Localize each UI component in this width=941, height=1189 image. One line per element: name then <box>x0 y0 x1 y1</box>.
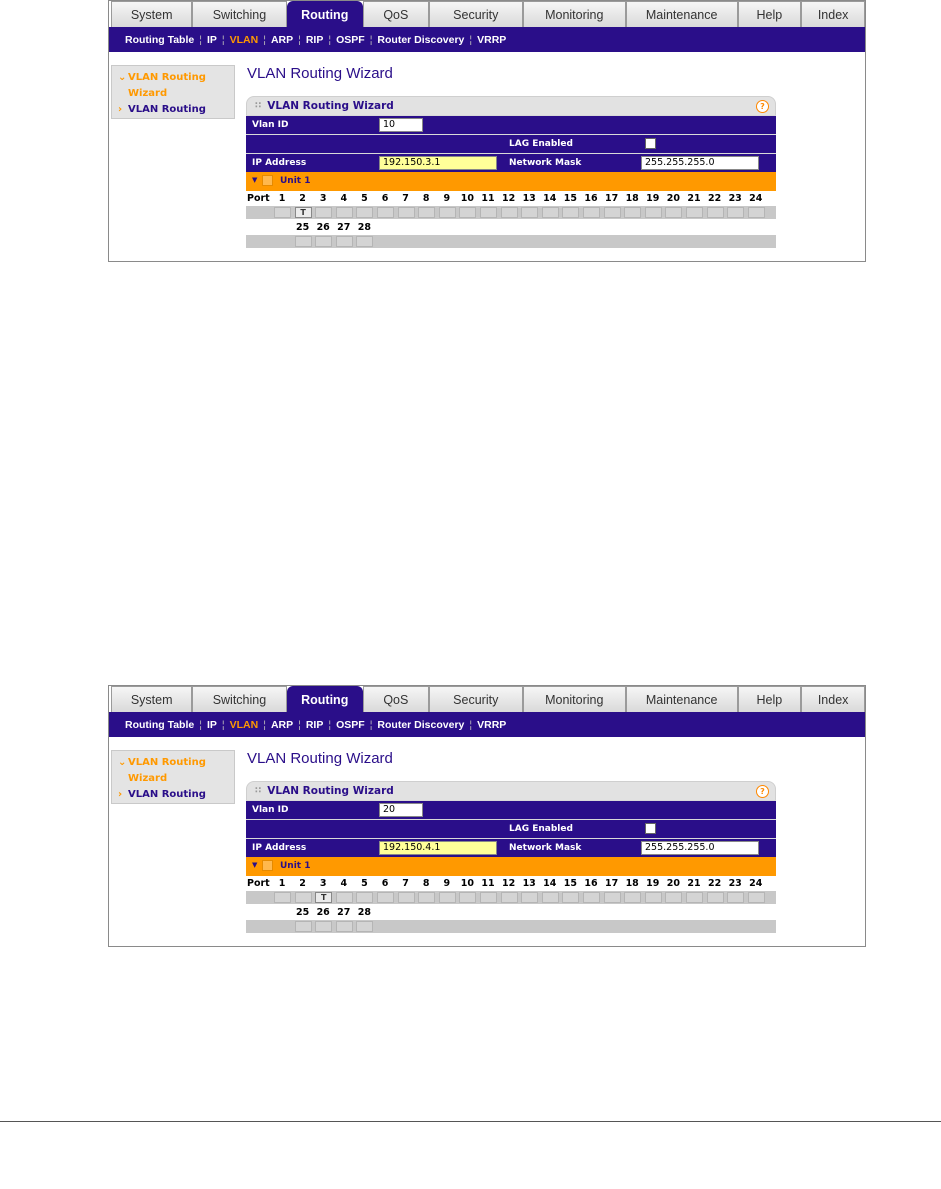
port-toggle-1[interactable] <box>274 207 291 218</box>
drag-grip-icon: ∷ <box>255 786 262 796</box>
chevron-down-icon: ⌄ <box>118 72 127 83</box>
tab-qos[interactable]: QoS <box>363 686 429 712</box>
subnav-separator: ¦ <box>328 33 332 46</box>
tab-security[interactable]: Security <box>429 1 523 27</box>
port-number: 22 <box>707 878 722 889</box>
port-toggle-22[interactable] <box>707 892 724 903</box>
lag-enabled-row <box>246 134 776 153</box>
port-toggle-24[interactable] <box>748 892 765 903</box>
chevron-right-icon: › <box>118 104 123 115</box>
port-number: 28 <box>357 907 371 918</box>
port-grid <box>246 191 776 250</box>
vlan-id-input[interactable]: 20 <box>379 803 423 817</box>
ip-address-label: IP Address <box>252 843 307 853</box>
port-number: 24 <box>749 193 763 204</box>
port-toggle-10[interactable] <box>459 892 476 903</box>
lag-enabled-label: LAG Enabled <box>509 139 573 149</box>
vlan-id-label: Vlan ID <box>252 805 289 815</box>
port-toggle-4[interactable] <box>336 892 353 903</box>
port-number: 21 <box>687 193 701 204</box>
subnav-ospf[interactable]: OSPF <box>336 718 365 731</box>
port-toggle-23[interactable] <box>727 892 744 903</box>
vlan-routing-wizard-panel <box>246 781 776 942</box>
port-number: 21 <box>687 878 701 889</box>
drag-grip-icon: ∷ <box>255 101 262 111</box>
tab-help[interactable]: Help <box>738 686 802 712</box>
port-number: 20 <box>666 193 680 204</box>
port-toggle-19[interactable] <box>645 207 662 218</box>
tab-security[interactable]: Security <box>429 686 523 712</box>
port-toggle-11[interactable] <box>480 892 497 903</box>
port-toggle-7[interactable] <box>398 892 415 903</box>
port-toggle-9[interactable] <box>439 892 456 903</box>
subnav-separator: ¦ <box>221 33 225 46</box>
port-toggle-27[interactable] <box>336 236 353 247</box>
sidebar-item-label <box>128 70 206 102</box>
subnav-separator: ¦ <box>369 33 373 46</box>
unit-row[interactable] <box>246 172 776 191</box>
sidebar-label-line: VLAN Routing <box>128 789 206 800</box>
port-number: 4 <box>340 878 348 889</box>
network-mask-label: Network Mask <box>509 158 582 168</box>
sidebar-item-vlan-routing-wizard[interactable] <box>118 70 234 102</box>
port-toggle-18[interactable] <box>624 892 641 903</box>
port-toggle-15[interactable] <box>562 892 579 903</box>
port-number: 28 <box>357 222 371 233</box>
port-toggle-6[interactable] <box>377 892 394 903</box>
port-number: 22 <box>707 193 722 204</box>
unit-label: Unit 1 <box>280 861 311 871</box>
chevron-right-icon: › <box>118 789 123 800</box>
port-number: 25 <box>295 222 310 233</box>
port-number: 2 <box>299 878 306 889</box>
port-toggle-10[interactable] <box>459 207 476 218</box>
subnav-separator: ¦ <box>469 718 473 731</box>
port-number: 14 <box>543 878 557 889</box>
port-number: 10 <box>460 193 474 204</box>
sidebar-label-line: Wizard <box>128 88 168 99</box>
subnav-ip[interactable]: IP <box>206 718 217 731</box>
port-number: 6 <box>381 878 389 889</box>
tab-maintenance[interactable]: Maintenance <box>626 686 738 712</box>
port-number: 11 <box>481 878 495 889</box>
port-toggle-9[interactable] <box>439 207 456 218</box>
port-number: 13 <box>522 193 536 204</box>
unit-row[interactable] <box>246 857 776 876</box>
port-number: 12 <box>501 193 516 204</box>
main-tab-bar <box>109 686 865 712</box>
subnav-ip[interactable]: IP <box>206 33 217 46</box>
tab-switching[interactable]: Switching <box>192 686 286 712</box>
ip-address-input[interactable]: 192.150.3.1 <box>379 156 497 170</box>
subnav-separator: ¦ <box>469 33 473 46</box>
sub-navigation <box>109 712 865 737</box>
port-number: 13 <box>522 878 536 889</box>
subnav-arp[interactable]: ARP <box>270 718 294 731</box>
lag-enabled-label: LAG Enabled <box>509 824 573 834</box>
port-toggle-28[interactable] <box>356 921 373 932</box>
panel-title: VLAN Routing Wizard <box>267 785 394 797</box>
vlan-id-row <box>246 800 776 819</box>
subnav-vlan[interactable]: VLAN <box>229 33 259 46</box>
port-number: 7 <box>402 878 409 889</box>
tab-monitoring[interactable]: Monitoring <box>523 686 626 712</box>
network-mask-label: Network Mask <box>509 843 582 853</box>
network-mask-input[interactable]: 255.255.255.0 <box>641 156 759 170</box>
port-number: 5 <box>361 878 368 889</box>
port-toggle-14[interactable] <box>542 207 559 218</box>
subnav-separator: ¦ <box>263 718 266 731</box>
tab-system[interactable]: System <box>111 686 192 712</box>
sidebar <box>111 65 235 119</box>
port-toggle-3[interactable]: T <box>315 892 332 903</box>
subnav-routing-table[interactable]: Routing Table <box>125 33 195 46</box>
port-toggle-12[interactable] <box>501 207 518 218</box>
port-number: 27 <box>337 222 351 233</box>
port-toggle-26[interactable] <box>315 236 332 247</box>
network-mask-input[interactable]: 255.255.255.0 <box>641 841 759 855</box>
port-label: Port <box>247 878 270 889</box>
port-toggle-1[interactable] <box>274 892 291 903</box>
port-number: 19 <box>646 193 660 204</box>
collapse-triangle-icon[interactable]: ▼ <box>252 176 258 184</box>
vlan-id-label: Vlan ID <box>252 120 289 130</box>
port-number: 9 <box>443 193 451 204</box>
footer-divider <box>0 1121 941 1122</box>
port-number: 8 <box>422 878 430 889</box>
vlan-routing-wizard-panel <box>246 96 776 257</box>
port-label: Port <box>247 193 270 204</box>
port-toggle-3[interactable] <box>315 207 332 218</box>
port-toggle-2[interactable]: T <box>295 207 312 218</box>
port-toggle-28[interactable] <box>356 236 373 247</box>
screenshot-1 <box>108 0 866 262</box>
sidebar-label-line: Wizard <box>128 773 168 784</box>
port-number: 19 <box>646 878 660 889</box>
port-number: 11 <box>481 193 495 204</box>
panel-title: VLAN Routing Wizard <box>267 100 394 112</box>
subnav-separator: ¦ <box>263 33 266 46</box>
lag-enabled-row <box>246 819 776 838</box>
unit-select-box[interactable] <box>262 175 273 186</box>
sidebar-item-label <box>128 755 206 787</box>
port-toggle-23[interactable] <box>727 207 744 218</box>
port-number: 15 <box>563 193 577 204</box>
subnav-rip[interactable]: RIP <box>305 33 324 46</box>
sidebar-item-label <box>128 787 206 803</box>
port-number: 20 <box>666 878 680 889</box>
tab-switching[interactable]: Switching <box>192 1 286 27</box>
main-tab-bar <box>109 1 865 27</box>
port-toggle-14[interactable] <box>542 892 559 903</box>
port-number: 3 <box>319 878 327 889</box>
tab-maintenance[interactable]: Maintenance <box>626 1 738 27</box>
subnav-separator: ¦ <box>369 718 373 731</box>
subnav-separator: ¦ <box>298 718 301 731</box>
port-toggle-12[interactable] <box>501 892 518 903</box>
subnav-separator: ¦ <box>298 33 301 46</box>
port-toggle-5[interactable] <box>356 207 373 218</box>
subnav-separator: ¦ <box>199 33 202 46</box>
subnav-separator: ¦ <box>221 718 225 731</box>
port-number: 26 <box>316 222 330 233</box>
port-toggle-13[interactable] <box>521 892 538 903</box>
vlan-id-row <box>246 115 776 134</box>
port-toggle-22[interactable] <box>707 207 724 218</box>
sidebar-item-vlan-routing[interactable] <box>118 102 234 118</box>
panel-header <box>246 96 776 115</box>
tab-system[interactable]: System <box>111 1 192 27</box>
port-number: 6 <box>381 193 389 204</box>
unit-select-box[interactable] <box>262 860 273 871</box>
port-number: 12 <box>501 878 516 889</box>
port-toggle-2[interactable] <box>295 892 312 903</box>
tab-index[interactable]: Index <box>801 686 865 712</box>
port-number: 26 <box>316 907 330 918</box>
port-number: 23 <box>728 878 742 889</box>
collapse-triangle-icon[interactable]: ▼ <box>252 861 258 869</box>
port-toggle-20[interactable] <box>665 207 682 218</box>
port-toggle-19[interactable] <box>645 892 662 903</box>
lag-enabled-checkbox[interactable] <box>645 823 656 834</box>
page-title: VLAN Routing Wizard <box>247 750 393 767</box>
sidebar-label-line: VLAN Routing <box>128 104 206 115</box>
port-number: 17 <box>604 878 619 889</box>
port-number: 5 <box>361 193 368 204</box>
subnav-ospf[interactable]: OSPF <box>336 33 365 46</box>
port-toggle-21[interactable] <box>686 207 703 218</box>
ip-address-input[interactable]: 192.150.4.1 <box>379 841 497 855</box>
tab-routing[interactable]: Routing <box>287 1 363 27</box>
port-number: 16 <box>584 878 598 889</box>
vlan-id-input[interactable]: 10 <box>379 118 423 132</box>
port-toggle-4[interactable] <box>336 207 353 218</box>
port-toggle-17[interactable] <box>604 207 621 218</box>
subnav-arp[interactable]: ARP <box>270 33 294 46</box>
subnav-vrrp[interactable]: VRRP <box>477 718 507 731</box>
subnav-rip[interactable]: RIP <box>305 718 324 731</box>
help-icon[interactable]: ? <box>756 785 769 798</box>
port-number: 25 <box>295 907 310 918</box>
tab-index[interactable]: Index <box>801 1 865 27</box>
port-number: 18 <box>625 878 639 889</box>
help-icon[interactable]: ? <box>756 100 769 113</box>
port-number: 14 <box>543 193 557 204</box>
port-toggle-21[interactable] <box>686 892 703 903</box>
lag-enabled-checkbox[interactable] <box>645 138 656 149</box>
port-toggle-5[interactable] <box>356 892 373 903</box>
port-number: 4 <box>340 193 348 204</box>
subnav-separator: ¦ <box>199 718 202 731</box>
port-number: 17 <box>604 193 619 204</box>
port-number: 27 <box>337 907 351 918</box>
port-number: 2 <box>299 193 306 204</box>
port-toggle-13[interactable] <box>521 207 538 218</box>
port-toggle-11[interactable] <box>480 207 497 218</box>
port-number: 9 <box>443 878 451 889</box>
sidebar-label-line: VLAN Routing <box>128 757 206 768</box>
port-number: 8 <box>422 193 430 204</box>
tab-qos[interactable]: QoS <box>363 1 429 27</box>
page-title: VLAN Routing Wizard <box>247 65 393 82</box>
port-toggle-27[interactable] <box>336 921 353 932</box>
unit-label: Unit 1 <box>280 176 311 186</box>
chevron-down-icon: ⌄ <box>118 757 127 768</box>
port-toggle-20[interactable] <box>665 892 682 903</box>
port-toggle-17[interactable] <box>604 892 621 903</box>
sidebar <box>111 750 235 804</box>
sidebar-item-vlan-routing-wizard[interactable] <box>118 755 234 787</box>
port-number: 1 <box>278 878 286 889</box>
ip-address-label: IP Address <box>252 158 307 168</box>
port-toggle-18[interactable] <box>624 207 641 218</box>
ip-address-row <box>246 838 776 857</box>
tab-monitoring[interactable]: Monitoring <box>523 1 626 27</box>
tab-routing[interactable]: Routing <box>287 686 363 712</box>
ip-address-row <box>246 153 776 172</box>
subnav-separator: ¦ <box>328 718 332 731</box>
subnav-routing-table[interactable]: Routing Table <box>125 718 195 731</box>
port-toggle-6[interactable] <box>377 207 394 218</box>
port-toggle-16[interactable] <box>583 207 600 218</box>
sidebar-item-vlan-routing[interactable] <box>118 787 234 803</box>
tab-help[interactable]: Help <box>738 1 802 27</box>
port-number: 23 <box>728 193 742 204</box>
port-number: 7 <box>402 193 409 204</box>
sub-navigation <box>109 27 865 52</box>
sidebar-label-line: VLAN Routing <box>128 72 206 83</box>
port-toggle-16[interactable] <box>583 892 600 903</box>
panel-header <box>246 781 776 800</box>
port-toggle-8[interactable] <box>418 892 435 903</box>
port-number: 15 <box>563 878 577 889</box>
port-toggle-25[interactable] <box>295 236 312 247</box>
port-number: 24 <box>749 878 763 889</box>
port-number: 1 <box>278 193 286 204</box>
subnav-router-discovery[interactable]: Router Discovery <box>377 718 465 731</box>
port-number: 10 <box>460 878 474 889</box>
port-toggle-25[interactable] <box>295 921 312 932</box>
port-number: 16 <box>584 193 598 204</box>
port-number: 3 <box>319 193 327 204</box>
port-number: 18 <box>625 193 639 204</box>
subnav-router-discovery[interactable]: Router Discovery <box>377 33 465 46</box>
port-toggle-7[interactable] <box>398 207 415 218</box>
port-grid <box>246 876 776 935</box>
subnav-vlan[interactable]: VLAN <box>229 718 259 731</box>
port-toggle-26[interactable] <box>315 921 332 932</box>
port-toggle-8[interactable] <box>418 207 435 218</box>
port-toggle-24[interactable] <box>748 207 765 218</box>
sidebar-item-label <box>128 102 206 118</box>
screenshot-2 <box>108 685 866 947</box>
subnav-vrrp[interactable]: VRRP <box>477 33 507 46</box>
port-toggle-15[interactable] <box>562 207 579 218</box>
